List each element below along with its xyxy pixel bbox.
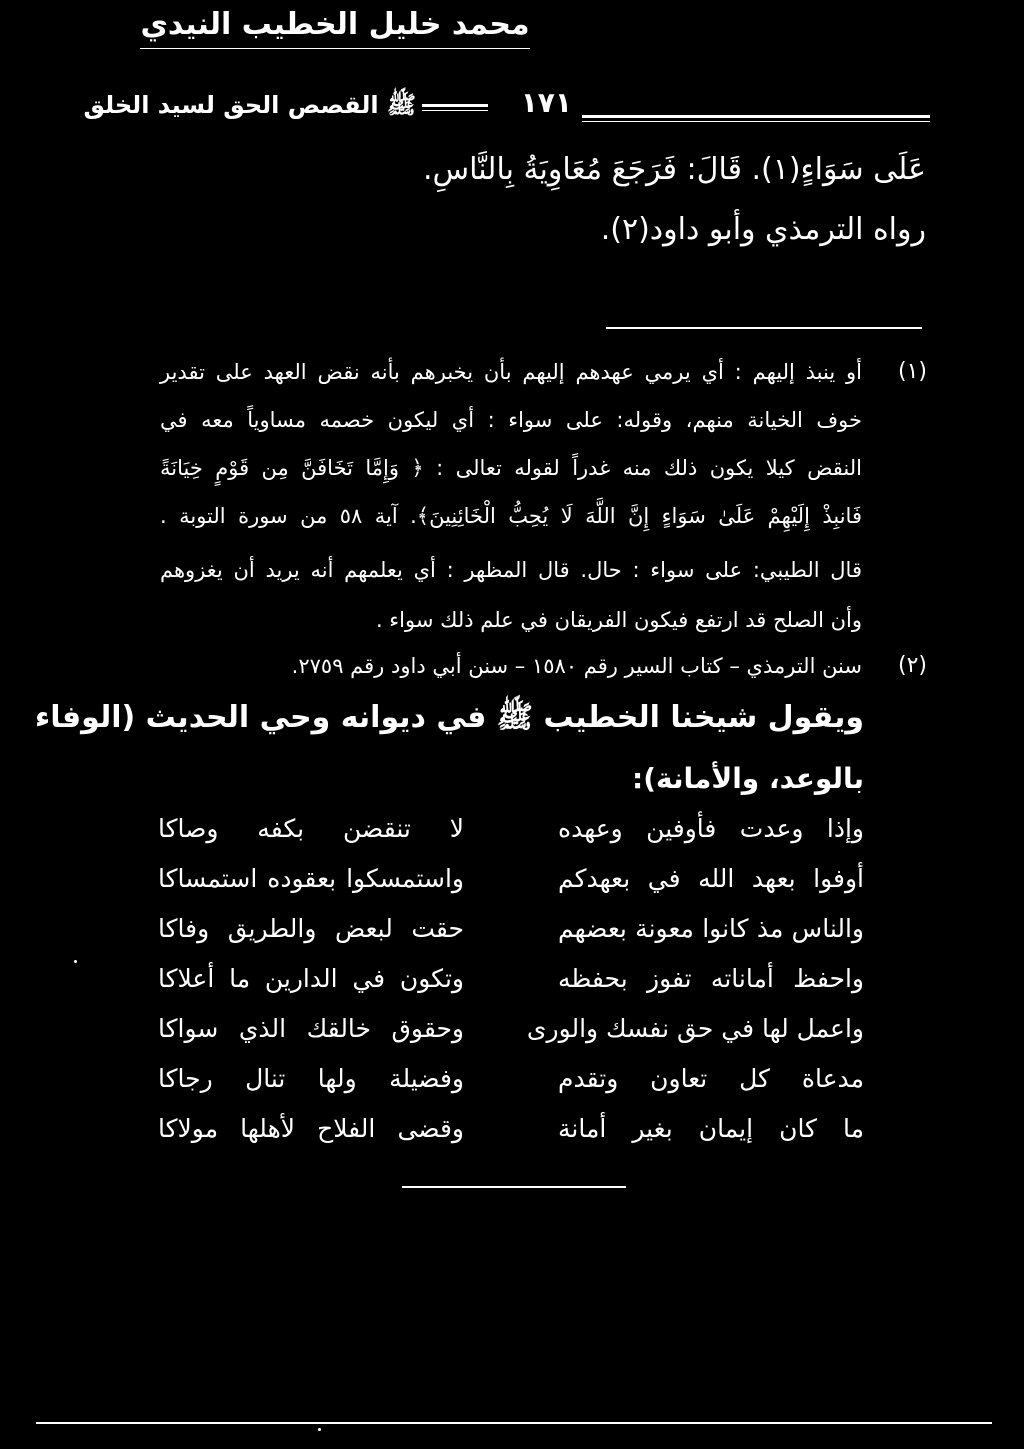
body-line-2: رواه الترمذي وأبو داود(٢). [600,212,926,247]
verse-second-hemistich: واستمسكوا بعقوده استمساكا [158,864,464,893]
footnote-1-line-3: النقض كيلا يكون ذلك منه غدراً لقوله تعالى : ﴿ وَإِمَّا تَخَافَنَّ مِن قَوْمٍ خِيَانَةً [160,456,862,480]
poem-verse [158,1004,864,1054]
verse-second-hemistich: وتكون في الدارين ما أعلاكا [158,964,464,993]
body-line-1: عَلَى سَوَاءٍ(١). قَالَ: فَرَجَعَ مُعَاوِيَةُ بِالنَّاسِ. [422,152,926,187]
scan-speck [318,1428,321,1431]
verse-second-hemistich: لا تنقضن بكفه وصاكا [158,814,464,843]
footnote-2-line-1: سنن الترمذي – كتاب السير رقم ١٥٨٠ – سنن أبي داود رقم ٢٧٥٩. [291,654,862,678]
verse-second-hemistich: وفضيلة ولها تنال رجاكا [158,1064,464,1093]
running-head-title: ﷺ القصص الحق لسيد الخلق [83,91,416,119]
poem-verse [158,1054,864,1104]
poem-verse [158,1104,864,1154]
footnote-2-number: (٢) [897,653,927,678]
running-head-rule-long [582,115,930,118]
running-head-rule-long-thin [582,121,930,122]
verse-second-hemistich: حقت لبعض والطريق وفاكا [158,914,464,943]
footnote-1-line-5: قال الطيبي: على سواء : حال. قال المظهر : أي يعلمهم أنه يريد أن يغزوهم [160,558,862,582]
poem-verse [158,854,864,904]
poem [158,804,864,1154]
verse-first-hemistich: مدعاة كل تعاون وتقدم [558,1064,864,1093]
footnote-separator [606,327,922,329]
section-heading: ويقول شيخنا الخطيب ﷺ في ديوانه وحي الحديث (الوفاء [34,700,864,735]
running-head-rule-short [422,104,488,107]
verse-first-hemistich: وإذا وعدت فأوفين وعهده [558,814,864,843]
verse-second-hemistich: وحقوق خالقك الذي سواكا [158,1014,464,1043]
verse-first-hemistich: والناس مذ كانوا معونة بعضهم [558,914,864,943]
verse-first-hemistich: واعمل لها في حق نفسك والورى [526,1014,864,1043]
poem-verse [158,804,864,854]
poem-verse [158,904,864,954]
verse-first-hemistich: أوفوا بعهد الله في بعهدكم [558,864,864,893]
verse-second-hemistich: وقضى الفلاح لأهلها مولاكا [158,1114,464,1143]
page-number: ١٧١ [520,86,572,119]
page-bottom-rule [36,1422,992,1424]
footnote-1-line-2: خوف الخيانة منهم، وقوله: على سواء : أي ليكون خصمه مساوياً معه في [160,408,862,432]
footnote-1-number: (١) [897,359,927,384]
running-head-rule-short-thin [422,110,488,111]
section-subheading: بالوعد، والأمانة): [632,762,864,795]
poem-verse [158,954,864,1004]
verse-first-hemistich: واحفظ أماناته تفوز بحفظه [558,964,864,993]
verse-first-hemistich: ما كان إيمان بغير أمانة [558,1114,864,1143]
footnote-1-line-4: فَانبِذْ إِلَيْهِمْ عَلَىٰ سَوَاءٍ إِنَّ اللَّهَ لَا يُحِبُّ الْخَائِنِينَ﴾. آية ٥٨ من سورة التوبة . [160,504,862,528]
scan-speck [74,960,77,963]
footnote-1-line-1: أو ينبذ إليهم : أي يرمي عهدهم إليهم بأن يخبرهم بأنه نقض العهد على تقدير [160,360,862,384]
footnote-1-line-6: وأن الصلح قد ارتفع فيكون الفريقان في علم ذلك سواء . [375,608,862,632]
end-of-poem-rule [402,1186,626,1188]
header-underline [140,48,530,49]
book-author-header: محمد خليل الخطيب النيدي [140,7,530,42]
